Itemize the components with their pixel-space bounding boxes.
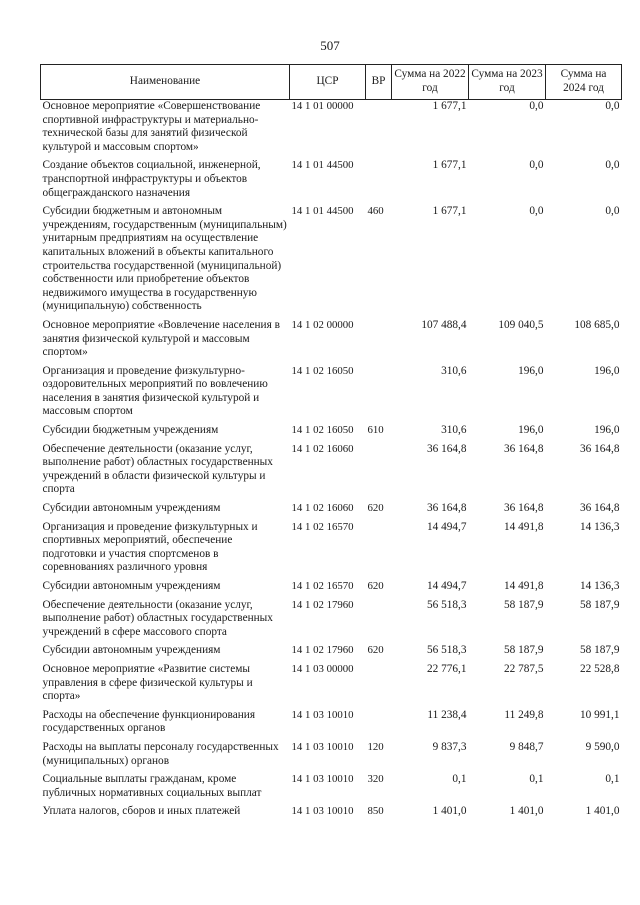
- row-sum-2023: 0,1: [529, 773, 544, 786]
- row-csr: 14 1 02 16570: [291, 520, 354, 533]
- row-sum-2024: 22 528,8: [579, 662, 620, 675]
- table-row: [41, 521, 622, 580]
- row-sum-2024: 196,0: [594, 424, 620, 437]
- row-name: Уплата налогов, сборов и иных платежей: [42, 805, 241, 818]
- row-sum-2022: 11 238,4: [427, 708, 467, 721]
- header-row: [41, 65, 622, 100]
- row-sum-2023: 9 848,7: [509, 740, 544, 753]
- row-name: Субсидии бюджетным и автономным учреждениям, государственным (муниципальным) унитарным предприятиям на осуществление капитальных вложений в объекты капитального строительства государственной (муниципальной) собственности или приобретение объектов недвижимого имущества в государственную (муниципальную) собственность: [42, 205, 287, 313]
- row-sum-2022: 14 494,7: [426, 520, 467, 533]
- row-name: Субсидии бюджетным учреждениям: [42, 424, 219, 437]
- row-sum-2023: 0,0: [529, 205, 544, 218]
- table-row: [41, 599, 622, 645]
- row-vr: [366, 159, 392, 205]
- row-sum-2022: 36 164,8: [426, 442, 467, 455]
- row-sum-2024: 36 164,8: [579, 442, 620, 455]
- row-name: Расходы на выплаты персоналу государственных (муниципальных) органов: [42, 740, 279, 767]
- row-name: Основное мероприятие «Совершенствование спортивной инфраструктуры и материально-технической базы для занятий физической культурой и массовым спортом»: [42, 100, 261, 153]
- row-csr: 14 1 02 16570: [291, 580, 354, 592]
- table-row: [41, 100, 622, 160]
- row-sum-2022: 22 776,1: [426, 662, 467, 675]
- row-sum-2022: 56 518,3: [426, 598, 467, 611]
- table-row: [41, 159, 622, 205]
- row-sum-2024: 0,1: [605, 773, 620, 786]
- row-name: Создание объектов социальной, инженерной, транспортной инфраструктуры и объектов общегражданского назначения: [42, 159, 261, 199]
- row-sum-2024: 58 187,9: [579, 644, 620, 657]
- row-sum-2023: 58 187,9: [503, 644, 544, 657]
- row-vr: [366, 365, 392, 424]
- row-sum-2023: 36 164,8: [503, 442, 544, 455]
- row-csr: 14 1 02 17960: [291, 598, 354, 611]
- row-csr: 14 1 03 10010: [291, 773, 354, 786]
- row-name: Обеспечение деятельности (оказание услуг, выполнение работ) областных государственных учреждений в сфере массового спорта: [42, 598, 273, 638]
- row-sum-2023: 22 787,5: [503, 662, 544, 675]
- table-row: [41, 365, 622, 424]
- row-vr: 610: [367, 424, 384, 437]
- row-sum-2024: 0,0: [605, 159, 620, 172]
- table-row: [41, 663, 622, 709]
- row-csr: 14 1 03 00000: [291, 662, 354, 675]
- header-sum-2022: Сумма на 2022 год: [392, 65, 469, 100]
- table-row: [41, 709, 622, 741]
- row-sum-2024: 14 136,3: [579, 520, 620, 533]
- row-sum-2023: 196,0: [518, 364, 544, 377]
- row-vr: [366, 100, 392, 160]
- row-csr: 14 1 02 16060: [291, 502, 354, 515]
- row-sum-2024: 14 136,3: [579, 580, 620, 592]
- row-vr: 620: [367, 644, 384, 657]
- row-name: Субсидии автономным учреждениям: [42, 644, 221, 657]
- table-body: [41, 100, 622, 824]
- row-vr: 850: [367, 805, 384, 818]
- table-row: [41, 805, 622, 824]
- row-csr: 14 1 01 44500: [291, 159, 354, 172]
- row-sum-2024: 58 187,9: [579, 598, 620, 611]
- row-csr: 14 1 02 16060: [291, 442, 354, 455]
- row-sum-2024: 10 991,1: [579, 708, 620, 721]
- table-row: [41, 773, 622, 805]
- row-sum-2024: 9 590,0: [585, 740, 620, 753]
- row-sum-2023: 36 164,8: [503, 502, 544, 515]
- row-csr: 14 1 03 10010: [291, 740, 354, 753]
- table-row: [41, 644, 622, 663]
- row-name: Основное мероприятие «Развитие системы управления в сфере физической культуры и спорта»: [42, 662, 253, 703]
- row-sum-2024: 0,0: [605, 205, 620, 218]
- row-csr: 14 1 03 10010: [291, 805, 354, 818]
- row-vr: [366, 709, 392, 741]
- row-sum-2022: 107 488,4: [421, 318, 467, 331]
- row-vr: [366, 663, 392, 709]
- budget-table: [40, 64, 622, 824]
- row-sum-2022: 14 494,7: [426, 580, 467, 592]
- row-sum-2023: 14 491,8: [503, 520, 544, 533]
- row-sum-2024: 1 401,0: [585, 805, 620, 818]
- header-name: Наименование: [41, 65, 290, 100]
- table-row: [41, 580, 622, 599]
- row-vr: 320: [367, 773, 384, 786]
- row-vr: [366, 599, 392, 645]
- row-vr: 620: [367, 502, 384, 515]
- header-sum-2024: Сумма на 2024 год: [546, 65, 622, 100]
- row-name: Организация и проведение физкультурно-оздоровительных мероприятий по вовлечению населения в занятия физической культурой и массовым спортом: [42, 364, 268, 418]
- header-vr: ВР: [366, 65, 392, 100]
- table-row: [41, 741, 622, 773]
- row-name: Организация и проведение физкультурных и спортивных мероприятий, обеспечение подготовки и участия спортсменов в соревнованиях различного уровня: [42, 520, 258, 574]
- table-row: [41, 502, 622, 521]
- row-vr: [366, 319, 392, 365]
- row-csr: 14 1 01 44500: [291, 205, 354, 218]
- row-sum-2024: 36 164,8: [579, 502, 620, 515]
- row-sum-2024: 0,0: [605, 100, 620, 112]
- row-sum-2023: 0,0: [529, 159, 544, 172]
- row-sum-2022: 310,6: [441, 364, 467, 377]
- row-vr: 120: [367, 740, 384, 753]
- row-csr: 14 1 02 16050: [291, 364, 354, 377]
- row-sum-2024: 108 685,0: [574, 318, 620, 331]
- row-name: Социальные выплаты гражданам, кроме публичных нормативных социальных выплат: [42, 773, 262, 799]
- row-csr: 14 1 02 16050: [291, 424, 354, 437]
- row-name: Обеспечение деятельности (оказание услуг, выполнение работ) областных государственных учреждений в области физической культуры и спорта: [42, 442, 273, 496]
- row-sum-2022: 1 677,1: [432, 100, 467, 112]
- table-row: [41, 205, 622, 319]
- row-sum-2022: 0,1: [452, 773, 467, 786]
- header-csr: ЦСР: [290, 65, 366, 100]
- row-sum-2024: 196,0: [594, 364, 620, 377]
- row-sum-2022: 310,6: [441, 424, 467, 437]
- row-sum-2023: 58 187,9: [503, 598, 544, 611]
- row-sum-2023: 1 401,0: [509, 805, 544, 818]
- row-sum-2022: 36 164,8: [426, 502, 467, 515]
- row-vr: [366, 521, 392, 580]
- row-vr: 620: [367, 580, 384, 592]
- row-name: Субсидии автономным учреждениям: [42, 502, 221, 515]
- row-sum-2022: 1 677,1: [432, 159, 467, 172]
- row-sum-2023: 0,0: [529, 100, 544, 112]
- row-sum-2022: 1 401,0: [432, 805, 467, 818]
- table-row: [41, 424, 622, 443]
- table-row: [41, 443, 622, 502]
- row-csr: 14 1 01 00000: [291, 100, 354, 112]
- row-sum-2022: 9 837,3: [432, 740, 467, 753]
- table-header: [41, 65, 622, 100]
- page-number: 507: [320, 38, 340, 53]
- row-vr: 460: [367, 205, 384, 218]
- row-sum-2022: 1 677,1: [432, 205, 467, 218]
- row-name: Расходы на обеспечение функционирования государственных органов: [42, 708, 256, 735]
- row-vr: [366, 443, 392, 502]
- row-sum-2023: 11 249,8: [504, 708, 544, 721]
- row-sum-2023: 109 040,5: [498, 318, 544, 331]
- row-csr: 14 1 02 00000: [291, 318, 354, 331]
- row-csr: 14 1 02 17960: [291, 644, 354, 657]
- header-sum-2023: Сумма на 2023 год: [469, 65, 546, 100]
- row-sum-2023: 196,0: [518, 424, 544, 437]
- row-name: Основное мероприятие «Вовлечение населения в занятия физической культурой и массовым спортом»: [42, 318, 280, 359]
- row-sum-2023: 14 491,8: [503, 580, 544, 592]
- row-sum-2022: 56 518,3: [426, 644, 467, 657]
- row-csr: 14 1 03 10010: [291, 708, 354, 721]
- row-name: Субсидии автономным учреждениям: [42, 580, 221, 592]
- table-row: [41, 319, 622, 365]
